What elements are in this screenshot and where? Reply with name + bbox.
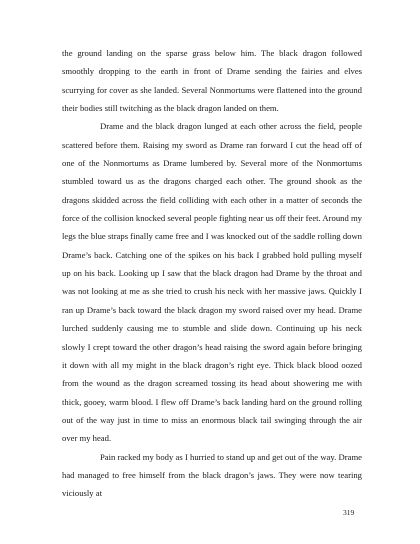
paragraph-3: Pain racked my body as I hurried to stand up and get out of the way. Drame had managed to free himself from the black dragon’s jaws. They were now tearing viciously at — [62, 451, 362, 499]
paragraph-1: the ground landing on the sparse grass below him. The black dragon followed smoothly dropping to the earth in front of Drame sending the fairies and elves scurrying for cover as she landed. Several Nonmortums were flattened into the ground their bodies still twitching as the black dragon landed on them. — [62, 48, 362, 114]
page-number: 319 — [343, 508, 355, 517]
paragraph-2: Drame and the black dragon lunged at each other across the field, people scattered before them. Raising my sword as Drame ran forward I cut the head off of one of the Nonmortums as Drame lumbered by. Several more of the Nonmortums stumbled toward us as the dragons charged each other. The ground shook as the dragons skidded across the field colliding with each other in a matter of seconds the force of the collision knocked several people fighting near us off their feet. Around my legs the blue straps finally came free and I was knocked out of the saddle rolling down Drame’s back. Catching one of the spikes on his back I grabbed hold pulling myself up on his back. Looking up I saw that the black dragon had Drame by the throat and was not looking at me as she tried to crush his neck with her massive jaws. Quickly I ran up Drame’s back toward the black dragon my sword raised over my head. Drame lurched suddenly causing me to stumble and slide down. Continuing up his neck slowly I crept toward the other dragon’s head raising the sword again before bringing it down with all my might in the black dragon’s right eye. Thick black blood oozed from the wound as the dragon screamed tossing its head about showering me with thick, gooey, warm blood. I flew off Drame’s back landing hard on the ground rolling out of the way just in time to miss an enormous black tail swinging through the air over my head. — [62, 121, 362, 444]
body-text — [62, 44, 362, 503]
